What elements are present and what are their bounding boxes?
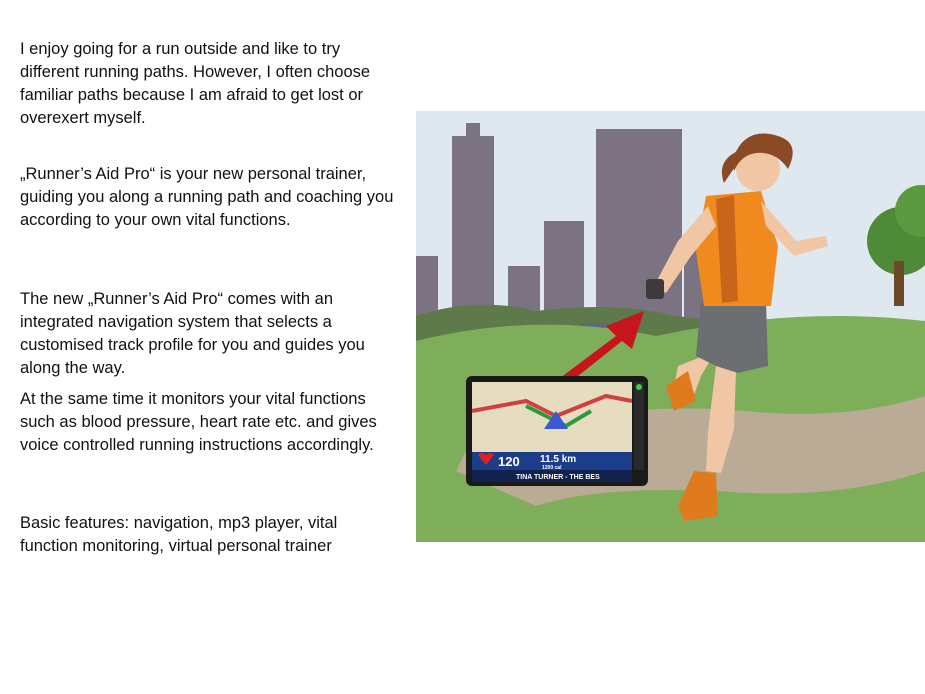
runner-illustration — [416, 111, 925, 542]
paragraph-features: Basic features: navigation, mp3 player, vital function monitoring, virtual personal trainer — [20, 514, 338, 555]
calories-value: 1200 cal — [542, 465, 562, 471]
runner-scene — [416, 111, 925, 542]
paragraph-navigation: The new „Runner’s Aid Pro“ comes with an integrated navigation system that selects a customised track profile for you and guides you along the way. — [20, 290, 365, 377]
paragraph-intro: I enjoy going for a run outside and like to try different running paths. However, I often choose familiar paths because I am afraid to get lost or overexert myself. — [20, 40, 371, 127]
paragraph-monitoring: At the same time it monitors your vital functions such as blood pressure, heart rate etc. and gives voice controlled running instructions accordingly. — [20, 390, 377, 454]
paragraph-product: „Runner’s Aid Pro“ is your new personal trainer, guiding you along a running path and coaching you according to your own vital functions. — [20, 165, 394, 229]
track-title: TINA TURNER - THE BES — [516, 474, 600, 481]
navigation-device — [466, 376, 648, 486]
heart-rate-value: 120 — [498, 454, 520, 469]
distance-value: 11.5 km — [540, 454, 577, 465]
